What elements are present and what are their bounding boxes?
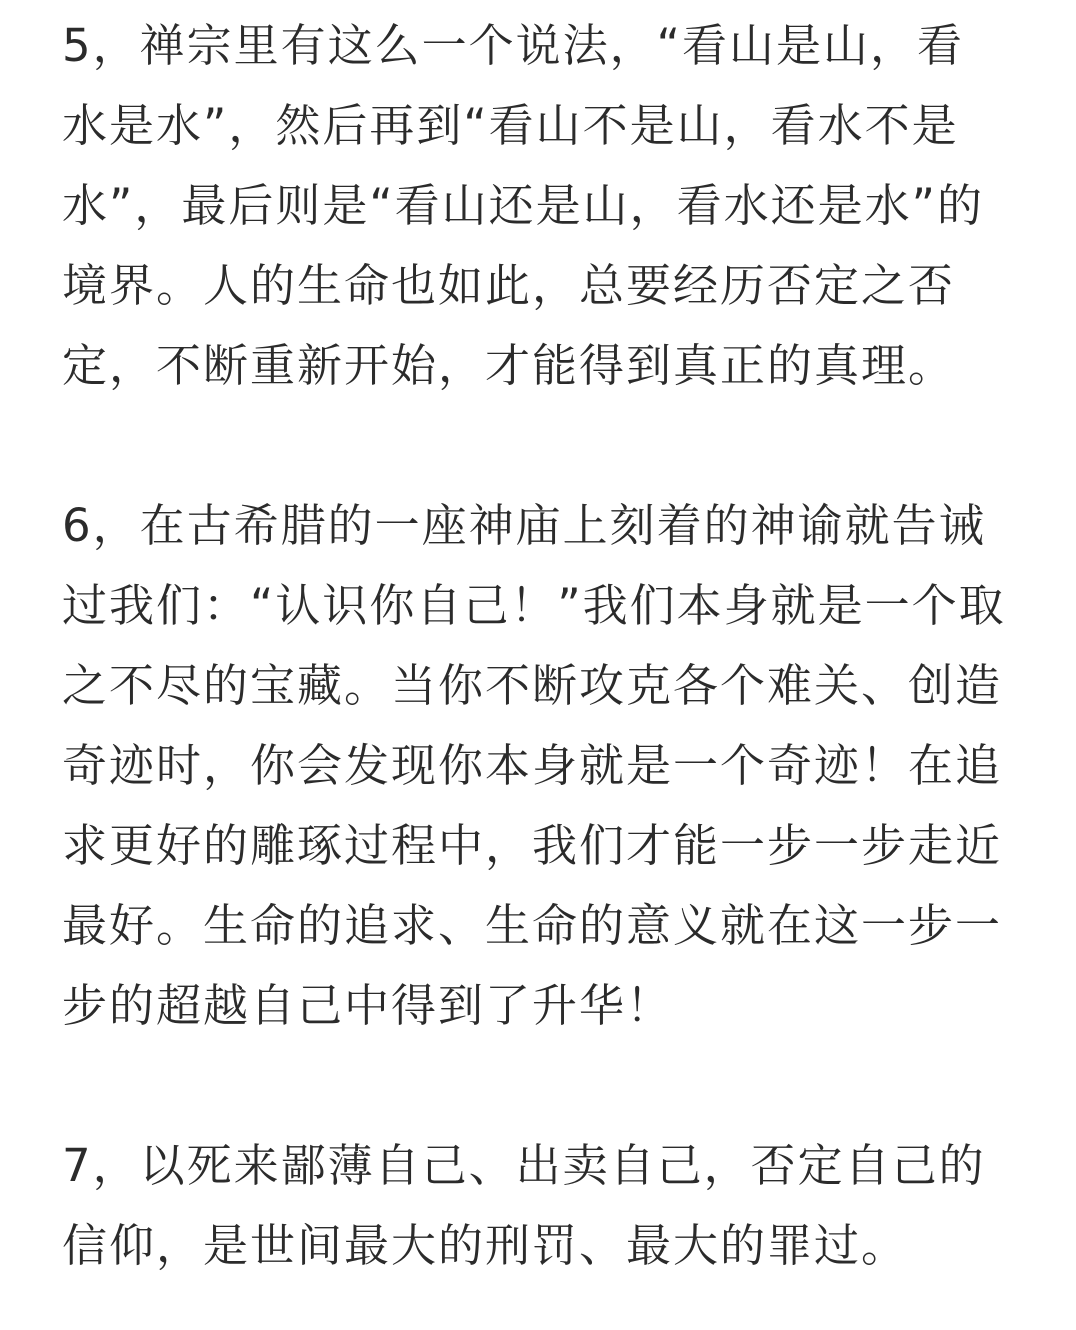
- text-line: 6，在古希腊的一座神庙上刻着的神谕就告诫: [62, 499, 986, 552]
- text-line: 水”，最后则是“看山还是山，看水还是水”的: [62, 179, 984, 232]
- text-line: 信仰，是世间最大的刑罚、最大的罪过。: [62, 1219, 909, 1272]
- text-line: 之不尽的宝藏。当你不断攻克各个难关、创造: [62, 659, 1003, 712]
- text-line: 最好。生命的追求、生命的意义就在这一步一: [62, 899, 1003, 952]
- text-line: 5，禅宗里有这么一个说法，“看山是山，看: [62, 19, 964, 72]
- paragraph-5: [62, 6, 1042, 406]
- text-line: 求更好的雕琢过程中，我们才能一步一步走近: [62, 819, 1003, 872]
- paragraph-7: [62, 1126, 1042, 1286]
- text-line: 步的超越自己中得到了升华！: [62, 979, 674, 1032]
- text-line: 过我们：“认识你自己！”我们本身就是一个取: [62, 579, 1006, 632]
- text-line: 奇迹时，你会发现你本身就是一个奇迹！在追: [62, 739, 1003, 792]
- text-line: 境界。人的生命也如此，总要经历否定之否: [62, 259, 956, 312]
- text-line: 定，不断重新开始，才能得到真正的真理。: [62, 339, 956, 392]
- text-line: 水是水”，然后再到“看山不是山，看水不是: [62, 99, 959, 152]
- paragraph-6: [62, 486, 1042, 1046]
- text-line: 7，以死来鄙薄自己、出卖自己，否定自己的: [62, 1139, 986, 1192]
